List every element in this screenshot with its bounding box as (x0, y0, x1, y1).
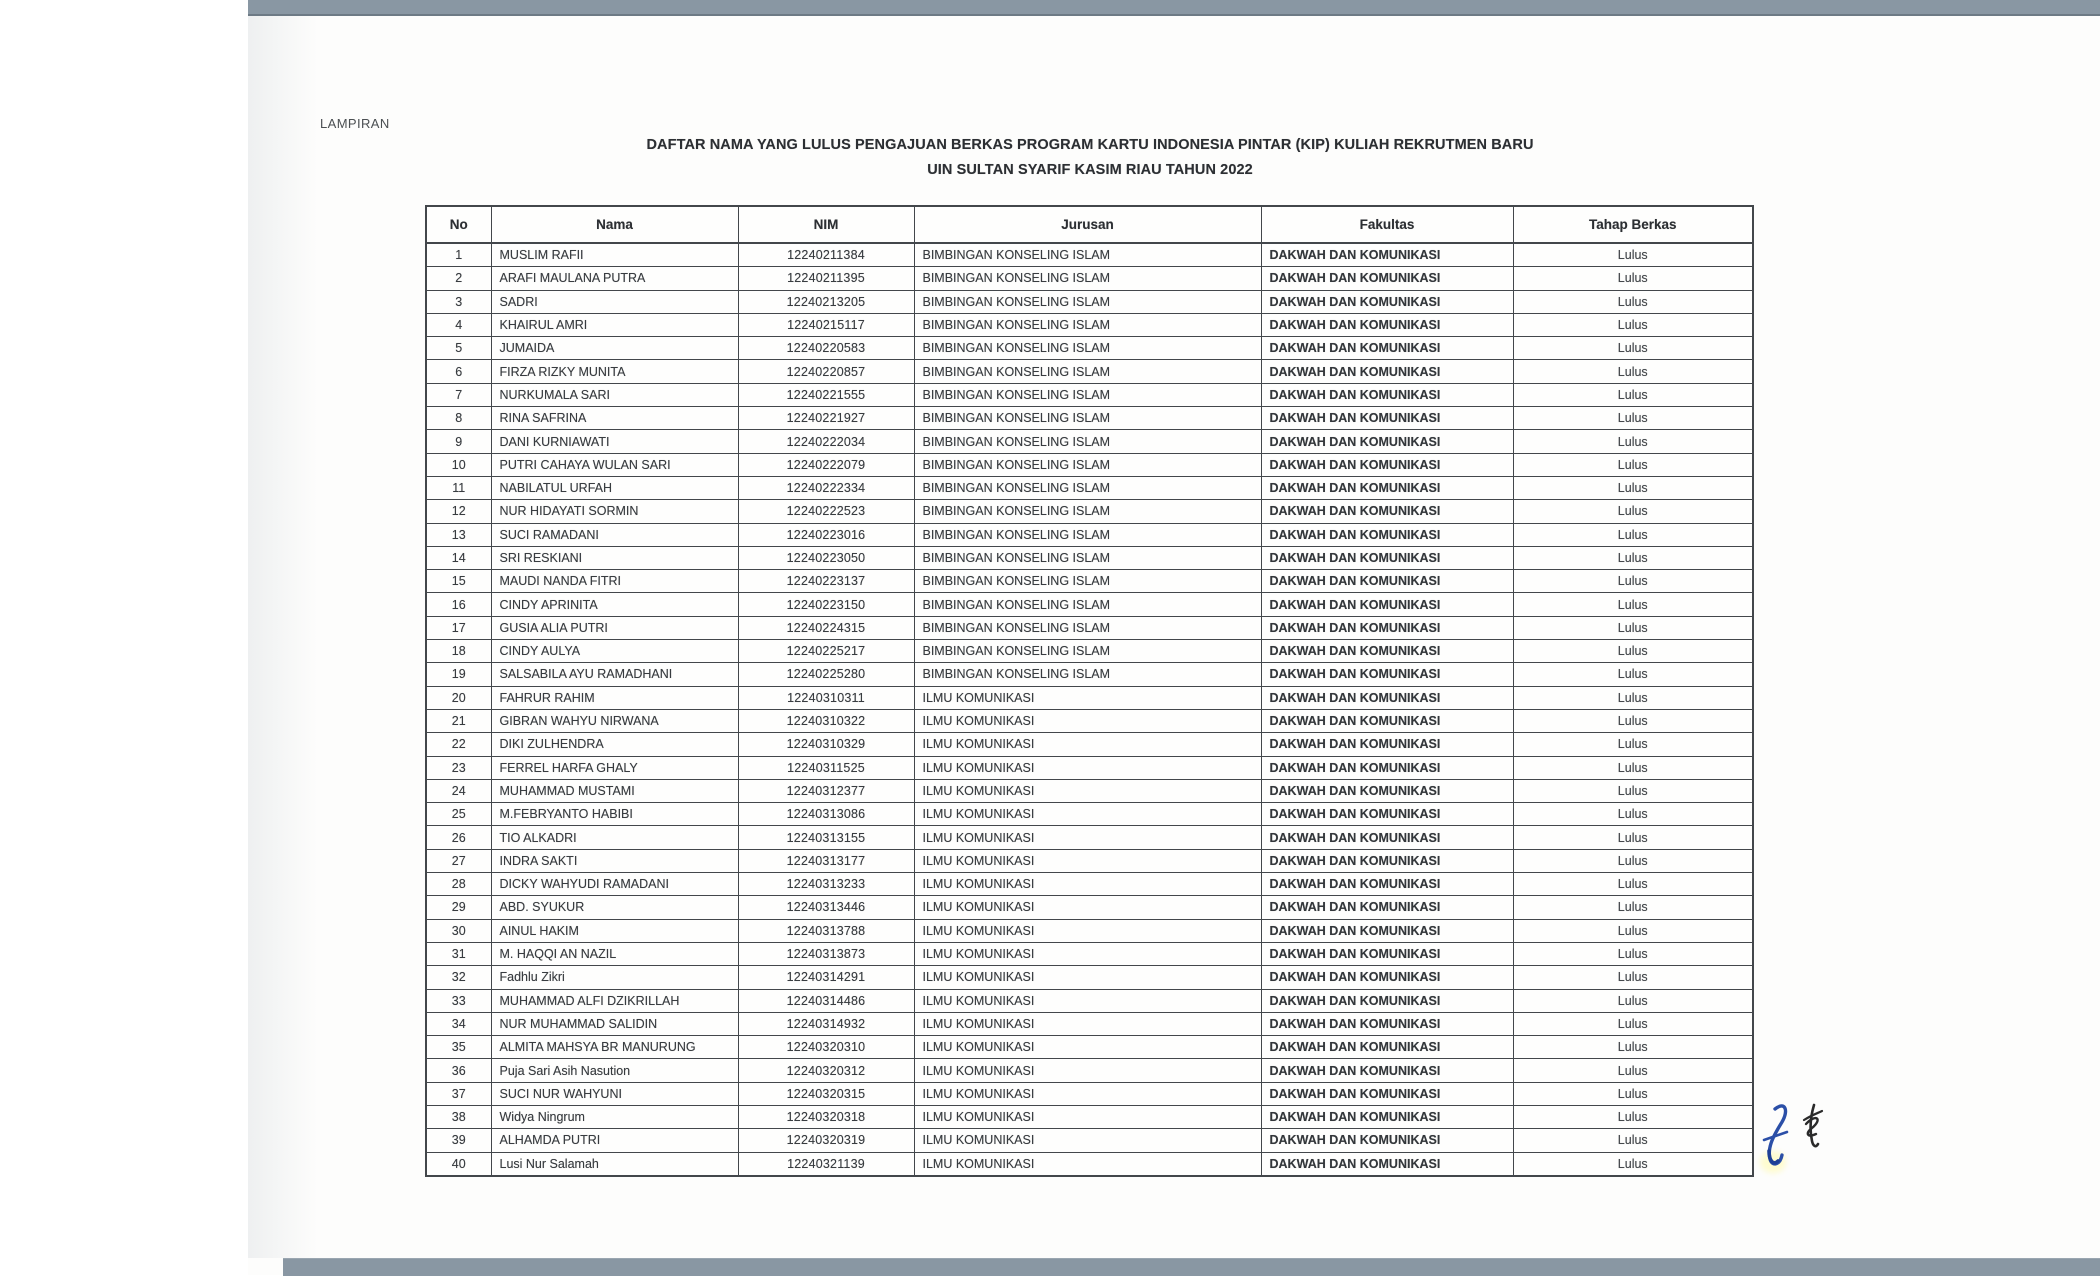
cell-tahap-berkas: Lulus (1513, 1082, 1753, 1105)
cell-nama: SRI RESKIANI (491, 546, 738, 569)
table-row (426, 756, 1753, 779)
cell-tahap-berkas: Lulus (1513, 243, 1753, 267)
cell-tahap-berkas: Lulus (1513, 570, 1753, 593)
cell-nim: 12240220583 (738, 337, 914, 360)
cell-jurusan: ILMU KOMUNIKASI (914, 1129, 1261, 1152)
table-row (426, 1012, 1753, 1035)
cell-no: 27 (426, 849, 491, 872)
cell-tahap-berkas: Lulus (1513, 290, 1753, 313)
cell-nim: 12240312377 (738, 779, 914, 802)
cell-jurusan: ILMU KOMUNIKASI (914, 849, 1261, 872)
column-header-nim: NIM (738, 206, 914, 243)
cell-tahap-berkas: Lulus (1513, 849, 1753, 872)
table-row (426, 407, 1753, 430)
cell-no: 40 (426, 1152, 491, 1176)
cell-fakultas: DAKWAH DAN KOMUNIKASI (1261, 1152, 1513, 1176)
cell-nama: AINUL HAKIM (491, 919, 738, 942)
cell-nama: INDRA SAKTI (491, 849, 738, 872)
cell-fakultas: DAKWAH DAN KOMUNIKASI (1261, 873, 1513, 896)
cell-nama: ABD. SYUKUR (491, 896, 738, 919)
cell-nama: Lusi Nur Salamah (491, 1152, 738, 1176)
cell-fakultas: DAKWAH DAN KOMUNIKASI (1261, 267, 1513, 290)
cell-nim: 12240215117 (738, 313, 914, 336)
cell-nama: SUCI NUR WAHYUNI (491, 1082, 738, 1105)
cell-jurusan: ILMU KOMUNIKASI (914, 779, 1261, 802)
table-row (426, 1152, 1753, 1176)
table-row (426, 593, 1753, 616)
cell-jurusan: ILMU KOMUNIKASI (914, 686, 1261, 709)
cell-no: 36 (426, 1059, 491, 1082)
cell-tahap-berkas: Lulus (1513, 756, 1753, 779)
cell-nim: 12240321139 (738, 1152, 914, 1176)
cell-fakultas: DAKWAH DAN KOMUNIKASI (1261, 407, 1513, 430)
table-row (426, 663, 1753, 686)
cell-fakultas: DAKWAH DAN KOMUNIKASI (1261, 989, 1513, 1012)
cell-nama: FIRZA RIZKY MUNITA (491, 360, 738, 383)
cell-jurusan: BIMBINGAN KONSELING ISLAM (914, 570, 1261, 593)
cell-fakultas: DAKWAH DAN KOMUNIKASI (1261, 709, 1513, 732)
cell-no: 5 (426, 337, 491, 360)
cell-fakultas: DAKWAH DAN KOMUNIKASI (1261, 243, 1513, 267)
lampiran-label: LAMPIRAN (320, 116, 390, 131)
cell-tahap-berkas: Lulus (1513, 1129, 1753, 1152)
cell-jurusan: BIMBINGAN KONSELING ISLAM (914, 313, 1261, 336)
cell-fakultas: DAKWAH DAN KOMUNIKASI (1261, 826, 1513, 849)
cell-nama: MUHAMMAD ALFI DZIKRILLAH (491, 989, 738, 1012)
cell-nim: 12240320310 (738, 1036, 914, 1059)
cell-tahap-berkas: Lulus (1513, 430, 1753, 453)
cell-jurusan: BIMBINGAN KONSELING ISLAM (914, 640, 1261, 663)
cell-no: 8 (426, 407, 491, 430)
scanner-edge-bar-top (248, 0, 2100, 16)
cell-nama: ALHAMDA PUTRI (491, 1129, 738, 1152)
cell-tahap-berkas: Lulus (1513, 803, 1753, 826)
cell-no: 10 (426, 453, 491, 476)
cell-nim: 12240213205 (738, 290, 914, 313)
cell-tahap-berkas: Lulus (1513, 919, 1753, 942)
cell-nama: CINDY APRINITA (491, 593, 738, 616)
cell-no: 39 (426, 1129, 491, 1152)
cell-nim: 12240320318 (738, 1105, 914, 1128)
cell-tahap-berkas: Lulus (1513, 663, 1753, 686)
cell-jurusan: ILMU KOMUNIKASI (914, 803, 1261, 826)
table-row (426, 267, 1753, 290)
cell-no: 18 (426, 640, 491, 663)
document-title-line1: DAFTAR NAMA YANG LULUS PENGAJUAN BERKAS PROGRAM KARTU INDONESIA PINTAR (KIP) KULIAH REKRUTMEN BARU (646, 137, 1534, 153)
cell-tahap-berkas: Lulus (1513, 1012, 1753, 1035)
column-header-jurusan: Jurusan (914, 206, 1261, 243)
cell-nama: SALSABILA AYU RAMADHANI (491, 663, 738, 686)
cell-nama: Widya Ningrum (491, 1105, 738, 1128)
cell-jurusan: ILMU KOMUNIKASI (914, 989, 1261, 1012)
table-row (426, 570, 1753, 593)
cell-fakultas: DAKWAH DAN KOMUNIKASI (1261, 1105, 1513, 1128)
cell-nama: RINA SAFRINA (491, 407, 738, 430)
cell-no: 26 (426, 826, 491, 849)
cell-nim: 12240223150 (738, 593, 914, 616)
table-row (426, 826, 1753, 849)
cell-tahap-berkas: Lulus (1513, 1105, 1753, 1128)
cell-nim: 12240314932 (738, 1012, 914, 1035)
document-title-line2: UIN SULTAN SYARIF KASIM RIAU TAHUN 2022 (927, 162, 1253, 178)
cell-no: 22 (426, 733, 491, 756)
cell-nim: 12240310329 (738, 733, 914, 756)
cell-fakultas: DAKWAH DAN KOMUNIKASI (1261, 686, 1513, 709)
table-row (426, 779, 1753, 802)
table-row (426, 919, 1753, 942)
cell-no: 29 (426, 896, 491, 919)
paraf-blue-ink-icon (1764, 1106, 1787, 1164)
cell-fakultas: DAKWAH DAN KOMUNIKASI (1261, 966, 1513, 989)
cell-jurusan: BIMBINGAN KONSELING ISLAM (914, 476, 1261, 499)
cell-fakultas: DAKWAH DAN KOMUNIKASI (1261, 1059, 1513, 1082)
cell-tahap-berkas: Lulus (1513, 383, 1753, 406)
cell-no: 37 (426, 1082, 491, 1105)
cell-tahap-berkas: Lulus (1513, 826, 1753, 849)
cell-jurusan: ILMU KOMUNIKASI (914, 1105, 1261, 1128)
cell-jurusan: ILMU KOMUNIKASI (914, 919, 1261, 942)
cell-nama: ALMITA MAHSYA BR MANURUNG (491, 1036, 738, 1059)
cell-fakultas: DAKWAH DAN KOMUNIKASI (1261, 337, 1513, 360)
table-row (426, 616, 1753, 639)
cell-no: 9 (426, 430, 491, 453)
cell-tahap-berkas: Lulus (1513, 873, 1753, 896)
table-row (426, 1129, 1753, 1152)
cell-nama: NUR MUHAMMAD SALIDIN (491, 1012, 738, 1035)
cell-fakultas: DAKWAH DAN KOMUNIKASI (1261, 1129, 1513, 1152)
cell-nama: NURKUMALA SARI (491, 383, 738, 406)
cell-no: 13 (426, 523, 491, 546)
table-row (426, 989, 1753, 1012)
cell-fakultas: DAKWAH DAN KOMUNIKASI (1261, 453, 1513, 476)
cell-nim: 12240225217 (738, 640, 914, 663)
cell-nim: 12240310322 (738, 709, 914, 732)
cell-nim: 12240320312 (738, 1059, 914, 1082)
cell-nim: 12240320319 (738, 1129, 914, 1152)
cell-nama: M.FEBRYANTO HABIBI (491, 803, 738, 826)
cell-nim: 12240222034 (738, 430, 914, 453)
cell-nama: GIBRAN WAHYU NIRWANA (491, 709, 738, 732)
cell-tahap-berkas: Lulus (1513, 733, 1753, 756)
cell-nim: 12240313155 (738, 826, 914, 849)
cell-no: 1 (426, 243, 491, 267)
cell-jurusan: BIMBINGAN KONSELING ISLAM (914, 290, 1261, 313)
cell-jurusan: ILMU KOMUNIKASI (914, 756, 1261, 779)
cell-tahap-berkas: Lulus (1513, 476, 1753, 499)
cell-tahap-berkas: Lulus (1513, 267, 1753, 290)
cell-no: 15 (426, 570, 491, 593)
cell-fakultas: DAKWAH DAN KOMUNIKASI (1261, 1036, 1513, 1059)
cell-no: 35 (426, 1036, 491, 1059)
cell-jurusan: ILMU KOMUNIKASI (914, 896, 1261, 919)
cell-nim: 12240313233 (738, 873, 914, 896)
cell-no: 19 (426, 663, 491, 686)
cell-no: 38 (426, 1105, 491, 1128)
cell-no: 20 (426, 686, 491, 709)
cell-no: 23 (426, 756, 491, 779)
cell-nama: SADRI (491, 290, 738, 313)
cell-nim: 12240221927 (738, 407, 914, 430)
cell-jurusan: BIMBINGAN KONSELING ISLAM (914, 546, 1261, 569)
cell-nama: Fadhlu Zikri (491, 966, 738, 989)
cell-jurusan: BIMBINGAN KONSELING ISLAM (914, 383, 1261, 406)
cell-nim: 12240222334 (738, 476, 914, 499)
cell-nama: Puja Sari Asih Nasution (491, 1059, 738, 1082)
cell-no: 12 (426, 500, 491, 523)
cell-no: 31 (426, 942, 491, 965)
paraf-marks (1756, 1093, 1846, 1183)
cell-nama: ARAFI MAULANA PUTRA (491, 267, 738, 290)
cell-fakultas: DAKWAH DAN KOMUNIKASI (1261, 500, 1513, 523)
cell-fakultas: DAKWAH DAN KOMUNIKASI (1261, 616, 1513, 639)
table-row (426, 500, 1753, 523)
cell-tahap-berkas: Lulus (1513, 500, 1753, 523)
cell-nama: MUSLIM RAFII (491, 243, 738, 267)
cell-no: 3 (426, 290, 491, 313)
cell-fakultas: DAKWAH DAN KOMUNIKASI (1261, 360, 1513, 383)
cell-nama: JUMAIDA (491, 337, 738, 360)
cell-nim: 12240314291 (738, 966, 914, 989)
cell-jurusan: BIMBINGAN KONSELING ISLAM (914, 337, 1261, 360)
cell-fakultas: DAKWAH DAN KOMUNIKASI (1261, 383, 1513, 406)
column-header-nama: Nama (491, 206, 738, 243)
cell-jurusan: ILMU KOMUNIKASI (914, 1012, 1261, 1035)
cell-jurusan: BIMBINGAN KONSELING ISLAM (914, 360, 1261, 383)
cell-fakultas: DAKWAH DAN KOMUNIKASI (1261, 849, 1513, 872)
kip-lulus-berkas-table (425, 205, 1754, 1177)
cell-no: 25 (426, 803, 491, 826)
cell-fakultas: DAKWAH DAN KOMUNIKASI (1261, 593, 1513, 616)
cell-tahap-berkas: Lulus (1513, 709, 1753, 732)
cell-fakultas: DAKWAH DAN KOMUNIKASI (1261, 546, 1513, 569)
table-row (426, 733, 1753, 756)
cell-fakultas: DAKWAH DAN KOMUNIKASI (1261, 779, 1513, 802)
cell-fakultas: DAKWAH DAN KOMUNIKASI (1261, 523, 1513, 546)
cell-fakultas: DAKWAH DAN KOMUNIKASI (1261, 1012, 1513, 1035)
cell-nim: 12240310311 (738, 686, 914, 709)
table-row (426, 640, 1753, 663)
table-row (426, 1036, 1753, 1059)
cell-no: 7 (426, 383, 491, 406)
cell-fakultas: DAKWAH DAN KOMUNIKASI (1261, 663, 1513, 686)
cell-tahap-berkas: Lulus (1513, 1152, 1753, 1176)
cell-nim: 12240225280 (738, 663, 914, 686)
table-row (426, 1082, 1753, 1105)
cell-no: 30 (426, 919, 491, 942)
cell-no: 2 (426, 267, 491, 290)
cell-nim: 12240313446 (738, 896, 914, 919)
column-header-fakultas: Fakultas (1261, 206, 1513, 243)
table-row (426, 896, 1753, 919)
cell-nim: 12240222523 (738, 500, 914, 523)
table-row (426, 243, 1753, 267)
cell-tahap-berkas: Lulus (1513, 989, 1753, 1012)
cell-nama: NUR HIDAYATI SORMIN (491, 500, 738, 523)
cell-fakultas: DAKWAH DAN KOMUNIKASI (1261, 640, 1513, 663)
header-row (426, 206, 1753, 243)
cell-fakultas: DAKWAH DAN KOMUNIKASI (1261, 756, 1513, 779)
cell-jurusan: BIMBINGAN KONSELING ISLAM (914, 593, 1261, 616)
cell-fakultas: DAKWAH DAN KOMUNIKASI (1261, 430, 1513, 453)
cell-jurusan: ILMU KOMUNIKASI (914, 1036, 1261, 1059)
cell-no: 17 (426, 616, 491, 639)
table-row (426, 966, 1753, 989)
cell-tahap-berkas: Lulus (1513, 966, 1753, 989)
cell-no: 32 (426, 966, 491, 989)
cell-tahap-berkas: Lulus (1513, 453, 1753, 476)
cell-nim: 12240320315 (738, 1082, 914, 1105)
cell-nim: 12240224315 (738, 616, 914, 639)
cell-jurusan: BIMBINGAN KONSELING ISLAM (914, 616, 1261, 639)
cell-jurusan: BIMBINGAN KONSELING ISLAM (914, 267, 1261, 290)
cell-tahap-berkas: Lulus (1513, 546, 1753, 569)
table-row (426, 873, 1753, 896)
table-row (426, 849, 1753, 872)
cell-tahap-berkas: Lulus (1513, 779, 1753, 802)
cell-nama: M. HAQQI AN NAZIL (491, 942, 738, 965)
cell-jurusan: ILMU KOMUNIKASI (914, 966, 1261, 989)
cell-fakultas: DAKWAH DAN KOMUNIKASI (1261, 290, 1513, 313)
cell-nim: 12240222079 (738, 453, 914, 476)
column-header-tahap-berkas: Tahap Berkas (1513, 206, 1753, 243)
cell-tahap-berkas: Lulus (1513, 1059, 1753, 1082)
cell-no: 4 (426, 313, 491, 336)
cell-no: 33 (426, 989, 491, 1012)
cell-nama: NABILATUL URFAH (491, 476, 738, 499)
cell-fakultas: DAKWAH DAN KOMUNIKASI (1261, 1082, 1513, 1105)
cell-fakultas: DAKWAH DAN KOMUNIKASI (1261, 919, 1513, 942)
cell-jurusan: BIMBINGAN KONSELING ISLAM (914, 430, 1261, 453)
cell-jurusan: BIMBINGAN KONSELING ISLAM (914, 523, 1261, 546)
table-row (426, 686, 1753, 709)
table-row (426, 523, 1753, 546)
cell-fakultas: DAKWAH DAN KOMUNIKASI (1261, 313, 1513, 336)
cell-nim: 12240313873 (738, 942, 914, 965)
cell-nim: 12240223137 (738, 570, 914, 593)
cell-nim: 12240223050 (738, 546, 914, 569)
cell-jurusan: ILMU KOMUNIKASI (914, 826, 1261, 849)
table-row (426, 337, 1753, 360)
document-title (425, 133, 1755, 183)
table-row (426, 1105, 1753, 1128)
cell-tahap-berkas: Lulus (1513, 1036, 1753, 1059)
table-row (426, 383, 1753, 406)
cell-jurusan: ILMU KOMUNIKASI (914, 709, 1261, 732)
table-row (426, 1059, 1753, 1082)
cell-jurusan: ILMU KOMUNIKASI (914, 1082, 1261, 1105)
signature-area (1756, 1093, 1846, 1183)
cell-jurusan: BIMBINGAN KONSELING ISLAM (914, 453, 1261, 476)
cell-nim: 12240313177 (738, 849, 914, 872)
cell-nama: CINDY AULYA (491, 640, 738, 663)
cell-nama: SUCI RAMADANI (491, 523, 738, 546)
cell-jurusan: BIMBINGAN KONSELING ISLAM (914, 663, 1261, 686)
cell-jurusan: BIMBINGAN KONSELING ISLAM (914, 243, 1261, 267)
cell-nama: GUSIA ALIA PUTRI (491, 616, 738, 639)
cell-jurusan: BIMBINGAN KONSELING ISLAM (914, 407, 1261, 430)
cell-tahap-berkas: Lulus (1513, 360, 1753, 383)
cell-nim: 12240211395 (738, 267, 914, 290)
table-row (426, 546, 1753, 569)
scanner-edge-bar-bottom (283, 1258, 2100, 1276)
table-row (426, 290, 1753, 313)
table-row (426, 803, 1753, 826)
cell-jurusan: BIMBINGAN KONSELING ISLAM (914, 500, 1261, 523)
cell-nim: 12240223016 (738, 523, 914, 546)
cell-nim: 12240220857 (738, 360, 914, 383)
cell-jurusan: ILMU KOMUNIKASI (914, 1059, 1261, 1082)
cell-nim: 12240311525 (738, 756, 914, 779)
cell-tahap-berkas: Lulus (1513, 313, 1753, 336)
cell-nama: FERREL HARFA GHALY (491, 756, 738, 779)
paraf-black-ink-icon (1804, 1105, 1822, 1146)
cell-nim: 12240221555 (738, 383, 914, 406)
cell-tahap-berkas: Lulus (1513, 593, 1753, 616)
cell-nama: MAUDI NANDA FITRI (491, 570, 738, 593)
cell-tahap-berkas: Lulus (1513, 337, 1753, 360)
cell-nama: MUHAMMAD MUSTAMI (491, 779, 738, 802)
cell-tahap-berkas: Lulus (1513, 640, 1753, 663)
cell-tahap-berkas: Lulus (1513, 523, 1753, 546)
cell-no: 6 (426, 360, 491, 383)
cell-tahap-berkas: Lulus (1513, 942, 1753, 965)
cell-nim: 12240211384 (738, 243, 914, 267)
cell-nama: DANI KURNIAWATI (491, 430, 738, 453)
cell-tahap-berkas: Lulus (1513, 896, 1753, 919)
cell-fakultas: DAKWAH DAN KOMUNIKASI (1261, 733, 1513, 756)
cell-no: 16 (426, 593, 491, 616)
cell-jurusan: ILMU KOMUNIKASI (914, 942, 1261, 965)
cell-no: 11 (426, 476, 491, 499)
cell-nama: DIKI ZULHENDRA (491, 733, 738, 756)
cell-jurusan: ILMU KOMUNIKASI (914, 873, 1261, 896)
cell-no: 24 (426, 779, 491, 802)
cell-tahap-berkas: Lulus (1513, 407, 1753, 430)
table-row (426, 360, 1753, 383)
cell-no: 28 (426, 873, 491, 896)
table-row (426, 476, 1753, 499)
column-header-no: No (426, 206, 491, 243)
cell-fakultas: DAKWAH DAN KOMUNIKASI (1261, 476, 1513, 499)
cell-tahap-berkas: Lulus (1513, 616, 1753, 639)
cell-nama: TIO ALKADRI (491, 826, 738, 849)
cell-jurusan: ILMU KOMUNIKASI (914, 1152, 1261, 1176)
table-row (426, 313, 1753, 336)
cell-fakultas: DAKWAH DAN KOMUNIKASI (1261, 942, 1513, 965)
cell-nama: DICKY WAHYUDI RAMADANI (491, 873, 738, 896)
cell-no: 14 (426, 546, 491, 569)
cell-fakultas: DAKWAH DAN KOMUNIKASI (1261, 803, 1513, 826)
table-row (426, 453, 1753, 476)
cell-nama: PUTRI CAHAYA WULAN SARI (491, 453, 738, 476)
cell-nama: KHAIRUL AMRI (491, 313, 738, 336)
cell-no: 21 (426, 709, 491, 732)
cell-no: 34 (426, 1012, 491, 1035)
table-row (426, 709, 1753, 732)
cell-jurusan: ILMU KOMUNIKASI (914, 733, 1261, 756)
cell-nim: 12240313788 (738, 919, 914, 942)
cell-fakultas: DAKWAH DAN KOMUNIKASI (1261, 896, 1513, 919)
cell-nim: 12240313086 (738, 803, 914, 826)
cell-nama: FAHRUR RAHIM (491, 686, 738, 709)
cell-nim: 12240314486 (738, 989, 914, 1012)
cell-tahap-berkas: Lulus (1513, 686, 1753, 709)
table-row (426, 942, 1753, 965)
table-row (426, 430, 1753, 453)
cell-fakultas: DAKWAH DAN KOMUNIKASI (1261, 570, 1513, 593)
